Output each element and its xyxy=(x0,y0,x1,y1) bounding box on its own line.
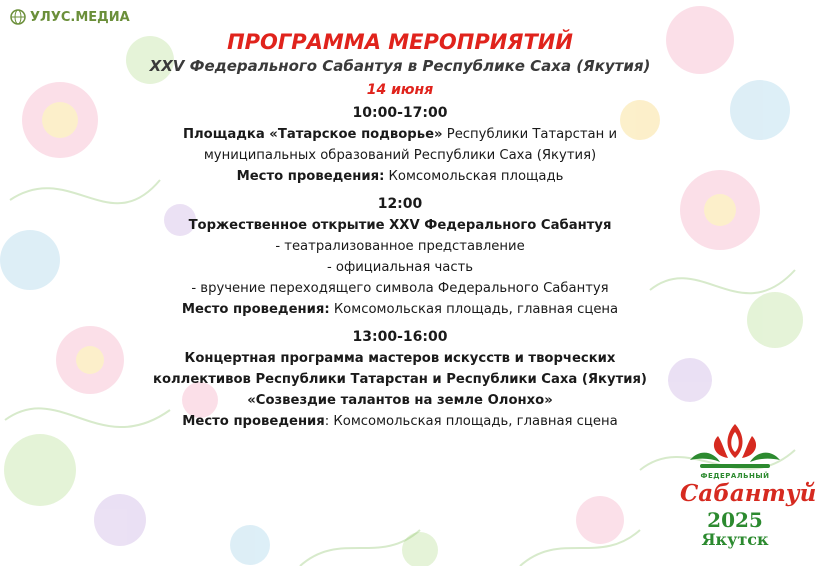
event-place xyxy=(110,411,690,432)
page-subtitle: XXV Федерального Сабантуя в Республике Саха (Якутия) xyxy=(149,57,651,75)
place-value: : Комсомольская площадь, главная сцена xyxy=(324,414,618,429)
event-time: 13:00-16:00 xyxy=(352,329,448,345)
sabantuy-logo xyxy=(680,418,816,558)
event-block-3 xyxy=(110,327,690,432)
event-item: - вручение переходящего символа Федерального Сабантуя xyxy=(191,281,609,296)
event-title-line2: муниципальных образований Республики Саха (Якутия) xyxy=(203,148,597,163)
place-label: Место проведения: xyxy=(181,302,330,317)
globe-icon xyxy=(10,9,26,25)
logo-year: 2025 xyxy=(707,508,763,532)
event-title-rest: Республики Татарстан и xyxy=(442,127,618,142)
logo-city: Якутск xyxy=(701,530,769,549)
event-title-line: коллективов Республики Татарстан и Республики Саха (Якутия) xyxy=(153,372,647,387)
event-item: - театрализованное представление xyxy=(275,239,525,254)
tulip-ornament-icon xyxy=(680,418,790,474)
watermark-text: УЛУС.МЕДИА xyxy=(30,9,130,25)
place-label: Место проведения xyxy=(182,414,325,429)
event-date: 14 июня xyxy=(366,82,434,98)
event-place xyxy=(110,299,690,320)
event-title: Торжественное открытие XXV Федерального Сабантуя xyxy=(188,218,612,233)
program-content xyxy=(110,29,690,432)
event-item: - официальная часть xyxy=(326,260,474,275)
event-title xyxy=(110,124,690,145)
logo-main-text: Сабантуй xyxy=(680,480,816,507)
place-value: Комсомольская площадь xyxy=(384,169,564,184)
event-place xyxy=(110,166,690,187)
event-title-line: Концертная программа мастеров искусств и творческих xyxy=(184,351,616,366)
event-title-line: «Созвездие талантов на земле Олонхо» xyxy=(247,393,553,408)
event-block-2 xyxy=(110,194,690,320)
page-title: ПРОГРАММА МЕРОПРИЯТИЙ xyxy=(227,30,573,54)
watermark xyxy=(10,9,130,25)
place-value: Комсомольская площадь, главная сцена xyxy=(329,302,619,317)
event-time: 12:00 xyxy=(377,196,423,212)
event-block-1 xyxy=(110,103,690,187)
event-time: 10:00-17:00 xyxy=(352,105,448,121)
logo-small-text: ФЕДЕРАЛЬНЫЙ xyxy=(700,472,770,480)
place-label: Место проведения: xyxy=(236,169,385,184)
event-title-bold: Площадка «Татарское подворье» xyxy=(182,127,443,142)
